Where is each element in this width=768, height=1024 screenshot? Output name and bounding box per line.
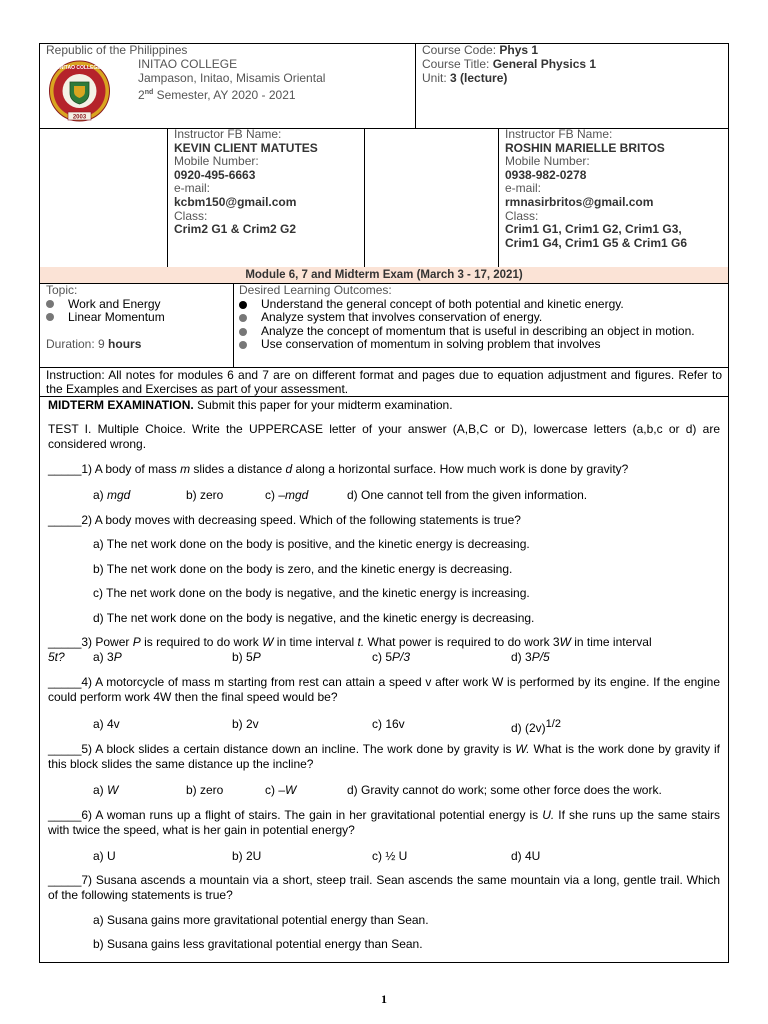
topic-divider bbox=[233, 283, 234, 367]
q3-var: 5t? bbox=[48, 650, 65, 664]
q3-var: t. bbox=[357, 635, 365, 649]
q1-part: along a horizontal surface. How much work is done by gravity? bbox=[292, 462, 629, 476]
instructor-col-line-2 bbox=[364, 128, 365, 267]
instructor-2 bbox=[505, 128, 727, 250]
question-1 bbox=[48, 462, 720, 477]
mobile-label: Mobile Number: bbox=[174, 154, 259, 169]
question-5 bbox=[48, 742, 720, 771]
seal-year: 2003 bbox=[72, 114, 87, 121]
college-seal-logo bbox=[48, 60, 111, 124]
fb-label: Instructor FB Name: bbox=[505, 127, 613, 141]
q5-option-d: d) Gravity cannot do work; some other force does the work. bbox=[347, 783, 662, 797]
bullet-icon bbox=[46, 313, 54, 321]
instructor-col-line-3 bbox=[498, 128, 499, 267]
q5-var: W. bbox=[515, 742, 530, 756]
topic-item bbox=[46, 298, 165, 312]
q4-option-b: b) 2v bbox=[232, 717, 259, 731]
question-6 bbox=[48, 808, 720, 837]
q3-option-a bbox=[93, 650, 122, 664]
q5-option-b: b) zero bbox=[186, 783, 224, 797]
opt-label: a) bbox=[93, 488, 108, 502]
topic-item bbox=[46, 311, 165, 325]
semester-num: 2 bbox=[138, 88, 145, 102]
q3-var: W bbox=[559, 635, 571, 649]
exam-page bbox=[39, 43, 729, 963]
course-title bbox=[422, 58, 596, 72]
q6-option-d: d) 4U bbox=[511, 849, 541, 863]
topic-section bbox=[46, 284, 165, 352]
bullet-icon bbox=[239, 328, 247, 336]
q5-part: _____5) A block slides a certain distance down an incline. The work done by gravity is bbox=[48, 742, 516, 756]
opt-label: b) 5 bbox=[232, 650, 253, 664]
q1-part: slides a distance bbox=[190, 462, 286, 476]
class-list: Crim1 G1, Crim1 G2, Crim1 G3, bbox=[505, 222, 682, 237]
q2-option-d: d) The net work done on the body is negative, and the kinetic energy is decreasing. bbox=[93, 611, 535, 625]
q4-option-d bbox=[511, 717, 561, 735]
course-code-value: Phys 1 bbox=[499, 43, 539, 57]
bullet-icon bbox=[239, 314, 247, 322]
midterm-rest: Submit this paper for your midterm examination. bbox=[193, 398, 453, 412]
bullet-icon bbox=[239, 341, 247, 349]
q1-var: m bbox=[180, 462, 191, 476]
outcome-text: Analyze system that involves conservation of energy. bbox=[261, 310, 543, 325]
college-address: Jampason, Initao, Misamis Oriental bbox=[138, 71, 326, 85]
college-name: INITAO COLLEGE bbox=[138, 57, 238, 71]
fb-label: Instructor FB Name: bbox=[174, 127, 282, 141]
opt-label: d) 3 bbox=[511, 650, 532, 664]
opt-var: W bbox=[285, 783, 297, 797]
topic-text: Linear Momentum bbox=[68, 310, 165, 325]
instructor-col-line-1 bbox=[167, 128, 168, 267]
opt-label: a) 3 bbox=[93, 650, 114, 664]
q1-var: d bbox=[285, 462, 293, 476]
q5-option-a bbox=[93, 783, 118, 797]
module-banner: Module 6, 7 and Midterm Exam (March 3 - 17, 2021) bbox=[40, 267, 728, 283]
q7-option-b: b) Susana gains less gravitational potential energy than Sean. bbox=[93, 937, 423, 951]
q1-option-d: d) One cannot tell from the given information. bbox=[347, 488, 588, 502]
instructor-1 bbox=[174, 128, 360, 237]
semester-text bbox=[138, 86, 296, 103]
q4-option-a: a) 4v bbox=[93, 717, 120, 731]
opt-sup: 1/2 bbox=[545, 718, 561, 730]
outcome-item bbox=[239, 325, 718, 339]
outcome-item bbox=[239, 311, 718, 325]
opt-label: a) bbox=[93, 783, 108, 797]
topic-label: Topic: bbox=[46, 283, 78, 297]
opt-var: mgd bbox=[285, 488, 309, 502]
duration bbox=[46, 338, 165, 352]
email-address: rmnasirbritos@gmail.com bbox=[505, 194, 654, 209]
outcome-text: Use conservation of momentum in solving problem that involves bbox=[261, 337, 601, 352]
instruction-text: Instruction: All notes for modules 6 and 7 are on different format and pages due to equation adjustment and figures. Refer to the Examples and Exercises as part of your assessment. bbox=[46, 368, 722, 396]
opt-var: mgd bbox=[107, 488, 131, 502]
question-2: _____2) A body moves with decreasing speed. Which of the following statements is true? bbox=[48, 513, 521, 527]
course-unit bbox=[422, 72, 507, 86]
q6-option-c: c) ½ U bbox=[372, 849, 408, 863]
q6-option-a: a) U bbox=[93, 849, 116, 863]
q2-option-b: b) The net work done on the body is zero, and the kinetic energy is decreasing. bbox=[93, 562, 513, 576]
opt-var: P/5 bbox=[531, 650, 550, 664]
q3-option-b bbox=[232, 650, 261, 664]
q3-part: is required to do work bbox=[140, 635, 263, 649]
email-label: e-mail: bbox=[174, 181, 211, 196]
q3-part: _____3) Power bbox=[48, 635, 133, 649]
q4-option-c: c) 16v bbox=[372, 717, 405, 731]
q3-option-d bbox=[511, 650, 550, 664]
email-address: kcbm150@gmail.com bbox=[174, 194, 297, 209]
midterm-bold: MIDTERM EXAMINATION. bbox=[48, 398, 194, 412]
q6-part: _____6) A woman runs up a flight of stairs. The gain in her gravitational potential energy is bbox=[48, 808, 543, 822]
seal-text: INITAO COLLEGE bbox=[58, 65, 101, 71]
opt-label: c) – bbox=[265, 488, 286, 502]
outcomes-label: Desired Learning Outcomes: bbox=[239, 283, 392, 297]
q1-option-b: b) zero bbox=[186, 488, 224, 502]
opt-var: P bbox=[252, 650, 261, 664]
q3-var: W bbox=[262, 635, 274, 649]
semester-sup: nd bbox=[144, 89, 154, 96]
republic-text: Republic of the Philippines bbox=[46, 43, 188, 57]
class-label: Class: bbox=[174, 208, 208, 223]
opt-label: c) – bbox=[265, 783, 286, 797]
test1-instructions: TEST I. Multiple Choice. Write the UPPERCASE letter of your answer (A,B,C or D), lowercase letters (a,b,c or d) are considered wrong. bbox=[48, 422, 720, 451]
page-number: 1 bbox=[381, 992, 387, 1006]
instructor-name: KEVIN CLIENT MATUTES bbox=[174, 140, 318, 155]
q3-part: in time interval bbox=[570, 635, 652, 649]
semester-rest: Semester, AY 2020 - 2021 bbox=[153, 88, 296, 102]
q7-option-a: a) Susana gains more gravitational potential energy than Sean. bbox=[93, 913, 429, 927]
q2-option-a: a) The net work done on the body is positive, and the kinetic energy is decreasing. bbox=[93, 537, 530, 551]
q5-part: What is the work done by gravity if this block slides the same distance up the incline? bbox=[48, 742, 720, 771]
unit-label: Unit: bbox=[422, 71, 451, 85]
q3-part: in time interval bbox=[273, 635, 358, 649]
opt-var: P bbox=[113, 650, 122, 664]
course-title-value: General Physics 1 bbox=[492, 57, 597, 71]
instructor-name: ROSHIN MARIELLE BRITOS bbox=[505, 140, 665, 155]
mobile-number: 0920-495-6663 bbox=[174, 167, 256, 182]
opt-label: c) 5 bbox=[372, 650, 393, 664]
class-list: Crim2 G1 & Crim2 G2 bbox=[174, 222, 297, 237]
course-code bbox=[422, 44, 538, 58]
class-list-2: Crim1 G4, Crim1 G5 & Crim1 G6 bbox=[505, 235, 688, 250]
question-4: _____4) A motorcycle of mass m starting from rest can attain a speed v after work W is performed by its engine. If the engine could perform work 4W then the final speed would be? bbox=[48, 675, 720, 704]
outcome-text: Understand the general concept of both potential and kinetic energy. bbox=[261, 296, 624, 311]
q1-option-a bbox=[93, 488, 130, 502]
q3-part: What power is required to do work 3 bbox=[364, 635, 560, 649]
q6-option-b: b) 2U bbox=[232, 849, 262, 863]
header-divider bbox=[415, 44, 416, 128]
seal-icon bbox=[48, 60, 111, 124]
topic-text: Work and Energy bbox=[68, 296, 161, 311]
q6-part: If she runs up the same stairs with twice the speed, what is her gain in potential energy? bbox=[48, 808, 720, 837]
bullet-icon bbox=[239, 301, 247, 309]
q6-var: U. bbox=[542, 808, 555, 822]
question-3 bbox=[48, 635, 720, 650]
q3-var: P bbox=[132, 635, 141, 649]
duration-label: Duration: 9 bbox=[46, 337, 109, 352]
q2-option-c: c) The net work done on the body is negative, and the kinetic energy is increasing. bbox=[93, 586, 530, 600]
q1-option-c bbox=[265, 488, 308, 502]
outcome-text: Analyze the concept of momentum that is useful in describing an object in motion. bbox=[261, 323, 695, 338]
outcome-item bbox=[239, 298, 718, 312]
email-label: e-mail: bbox=[505, 181, 542, 196]
opt-label: d) (2v) bbox=[511, 721, 546, 735]
opt-var: W bbox=[107, 783, 119, 797]
mobile-label: Mobile Number: bbox=[505, 154, 590, 169]
outcome-item bbox=[239, 338, 718, 352]
course-code-label: Course Code: bbox=[422, 43, 500, 57]
instruction-bottom-line bbox=[40, 396, 728, 397]
bullet-icon bbox=[46, 300, 54, 308]
class-label: Class: bbox=[505, 208, 539, 223]
duration-value: hours bbox=[108, 337, 142, 352]
course-title-label: Course Title: bbox=[422, 57, 493, 71]
q3-line2 bbox=[48, 650, 65, 664]
q1-part: _____1) A body of mass bbox=[48, 462, 181, 476]
q5-option-c bbox=[265, 783, 296, 797]
mobile-number: 0938-982-0278 bbox=[505, 167, 587, 182]
q3-option-c bbox=[372, 650, 410, 664]
outcomes-section bbox=[239, 284, 718, 352]
question-7: _____7) Susana ascends a mountain via a short, steep trail. Sean ascends the same mountain via a long, gentle trail. Which of the following statements is true? bbox=[48, 873, 720, 902]
midterm-heading bbox=[48, 398, 720, 413]
opt-var: P/3 bbox=[392, 650, 411, 664]
unit-value: 3 (lecture) bbox=[450, 71, 508, 85]
